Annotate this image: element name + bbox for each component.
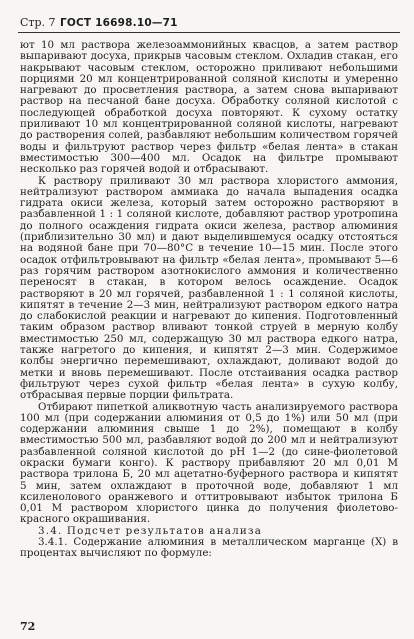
section-heading: 3.4. Подсчет результатов анализа xyxy=(38,524,263,537)
header-page-number: Стр. 7 xyxy=(20,16,56,29)
paragraph-precipitation: К раствору приливают 30 мл раствора хлористого аммония, нейтрализуют раствором аммиака до начала выпадения осадка гидрата окиси железа, который затем осторожно растворяют в разбавленной 1 : 1 соляной кислоте, добавляют раствор уротропина до полного осаждения гидрата окиси железа, раствор алюминия (приблизительно 30 мл) и дают выделившемуся осадку отстояться на водяной бане при 70—80°С в течение 10—15 мин. После этого осадок отфильтровывают на фильтр «белая лента», промывают 5—6 раз горячим раствором азотнокислого аммония и количественно переносят в стакан, в котором велось осаждение. Осадок растворяют в 20 мл горячей, разбавленной 1 : 1 соляной кислоты, кипятят в течение 2—3 мин, нейтрализуют раствором едкого натра до слабокислой реакции и нагревают до кипения. Подготовленный таким образом раствор вливают тонкой струей в мерную колбу вместимостью 250 мл, содержащую 30 мл раствора едкого натра, также нагретого до кипения, и кипятят 2—3 мин. Содержимое колбы энергично перемешивают, охлаждают, доливают водой до метки и вновь перемешивают. После отстаивания осадка раствор фильтруют через сухой фильтр «белая лента» в сухую колбу, отбрасывая первые порции фильтрата. xyxy=(20,174,398,402)
header-rule xyxy=(18,32,400,33)
page-header xyxy=(12,16,402,32)
paragraph-continuation: ют 10 мл раствора железоаммонийных квасцов, а затем раствор выпаривают досуха, прикрыв часовым стеклом. Охладив стакан, его накрывают часовым стеклом, осторожно приливают небольшими порциями 20 мл концентрированной соляной кислоты и умеренно нагревают до просветления раствора, а затем снова выпаривают раствор на песчаной бане досуха. Обработку соляной кислотой с последующей обработкой досуха повторяют. К сухому остатку приливают 10 мл концентрированной соляной кислоты, нагревают до растворения солей, разбавляют небольшим количеством горячей воды и фильтруют раствор через фильтр «белая лента» в стакан вместимостью 300—400 мл. Осадок на фильтре промывают несколько раз горячей водой и отбрасывают. xyxy=(20,39,398,176)
footer-page-number: 72 xyxy=(20,620,36,633)
paragraph-formula-intro: 3.4.1. Содержание алюминия в металлическом марганце (X) в процентах вычисляют по формуле: xyxy=(20,536,398,560)
document-body xyxy=(20,40,398,560)
paragraph-titration: Отбирают пипеткой аликвотную часть анализируемого раствора 100 мл (при содержании алюминия от 0,5 до 1%) или 50 мл (при содержании алюминия свыше 1 до 2%), помещают в колбу вместимостью 500 мл, разбавляют водой до 200 мл и нейтрализуют разбавленной соляной кислотой до рН 1—2 (до сине-фиолетовой окраски бумаги конго). К раствору прибавляют 20 мл 0,01 М раствора трилона Б, 20 мл ацетатно-буферного раствора и кипятят 5 мин, затем охлаждают в проточной воде, добавляют 1 мл ксиленолового оранжевого и оттитровывают избыток трилона Б 0,01 М раствором хлористого цинка до получения фиолетово-красного окрашивания. xyxy=(20,400,398,526)
header-standard-code: ГОСТ 16698.10—71 xyxy=(60,17,178,29)
